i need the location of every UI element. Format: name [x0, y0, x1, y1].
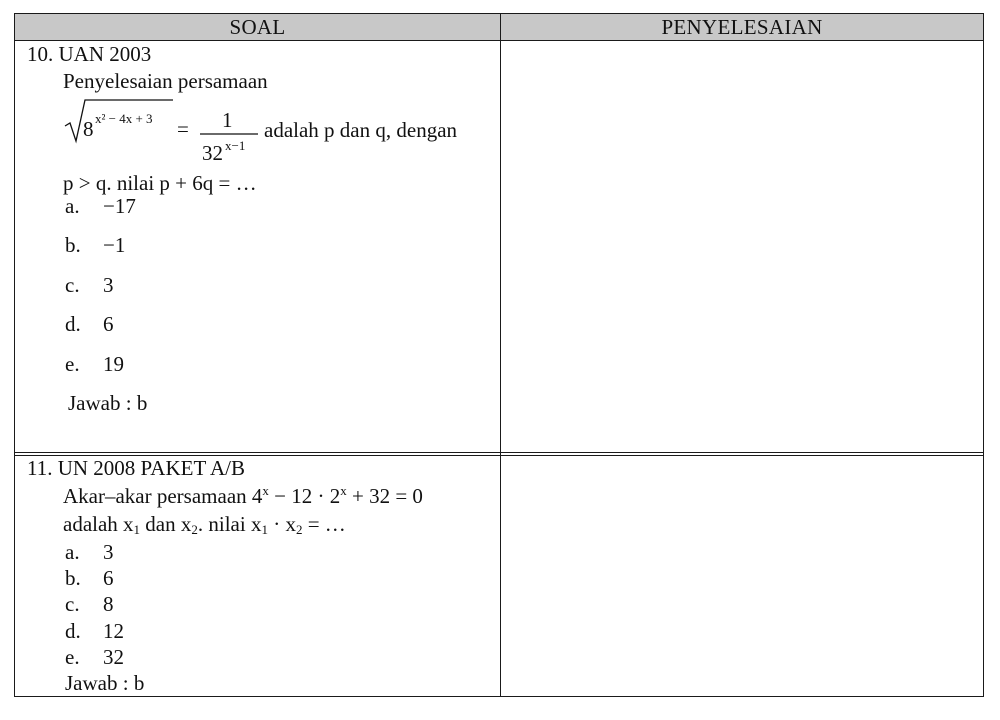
equals-sign: = — [177, 117, 189, 141]
q11-eq-exponent: x — [262, 483, 269, 498]
q11-subscript: 1 — [133, 522, 141, 537]
q11-subscript: 1 — [261, 522, 268, 537]
radicand-exponent: x² − 4x + 3 — [95, 111, 153, 126]
q11-eq-exponent: x — [340, 483, 347, 498]
q10-condition: p > q. nilai p + 6q = … — [63, 171, 257, 195]
q10-option-b — [65, 233, 125, 257]
q10-title: 10. UAN 2003 — [27, 42, 152, 66]
equation-tail: adalah p dan q, dengan — [264, 118, 458, 142]
q10-option-a — [65, 194, 136, 218]
q11-question-line — [63, 512, 346, 536]
q10-option-e — [65, 352, 124, 376]
header-soal: SOAL — [229, 15, 286, 39]
q11-q-part: adalah x — [63, 512, 134, 536]
option-letter: d. — [65, 312, 81, 336]
option-letter: c. — [65, 273, 80, 297]
option-letter: b. — [65, 566, 81, 590]
q11-option-c — [65, 592, 114, 616]
q10-option-d — [65, 312, 114, 336]
option-letter: a. — [65, 194, 80, 218]
option-letter: e. — [65, 645, 80, 669]
q11-subscript: 2 — [295, 522, 303, 537]
fraction-numerator: 1 — [222, 108, 233, 132]
option-value: −17 — [103, 194, 136, 218]
option-value: 6 — [103, 312, 114, 336]
q10-equation-svg — [63, 96, 503, 168]
option-letter: b. — [65, 233, 81, 257]
option-letter: a. — [65, 540, 80, 564]
q11-eq-part: − 12 · 2 — [268, 484, 341, 508]
option-value: 19 — [103, 352, 124, 376]
q11-equation-line — [63, 484, 423, 508]
q11-q-part: . nilai x — [197, 512, 262, 536]
option-value: −1 — [103, 233, 126, 257]
q10-intro: Penyelesaian persamaan — [63, 69, 268, 93]
q11-eq-part: Akar–akar persamaan 4 — [63, 484, 263, 508]
row-separator-top — [15, 452, 983, 453]
denominator-exponent: x−1 — [225, 138, 246, 153]
q11-q-part: · x — [267, 512, 296, 536]
option-value: 3 — [103, 540, 114, 564]
option-value: 6 — [103, 566, 114, 590]
option-value: 32 — [103, 645, 124, 669]
table-header — [15, 14, 983, 41]
radicand-base: 8 — [83, 117, 94, 141]
q11-option-e — [65, 645, 124, 669]
option-letter: d. — [65, 619, 81, 643]
q10-option-c — [65, 273, 114, 297]
q11-eq-part: + 32 = 0 — [346, 484, 423, 508]
option-letter: c. — [65, 592, 80, 616]
q11-q-part: dan x — [140, 512, 192, 536]
q11-option-a — [65, 540, 114, 564]
q11-subscript: 2 — [191, 522, 198, 537]
q11-answer: Jawab : b — [65, 671, 145, 695]
q10-equation — [63, 96, 503, 168]
q11-option-b — [65, 566, 114, 590]
option-value: 12 — [103, 619, 124, 643]
q10-answer: Jawab : b — [68, 391, 148, 415]
question-table — [14, 13, 984, 697]
q11-title: 11. UN 2008 PAKET A/B — [27, 456, 246, 480]
denominator-base: 32 — [202, 141, 223, 165]
q11-option-d — [65, 619, 124, 643]
option-value: 3 — [103, 273, 114, 297]
header-penyelesaian: PENYELESAIAN — [661, 15, 823, 39]
option-letter: e. — [65, 352, 80, 376]
option-value: 8 — [103, 592, 114, 616]
q11-q-part: = … — [302, 512, 346, 536]
